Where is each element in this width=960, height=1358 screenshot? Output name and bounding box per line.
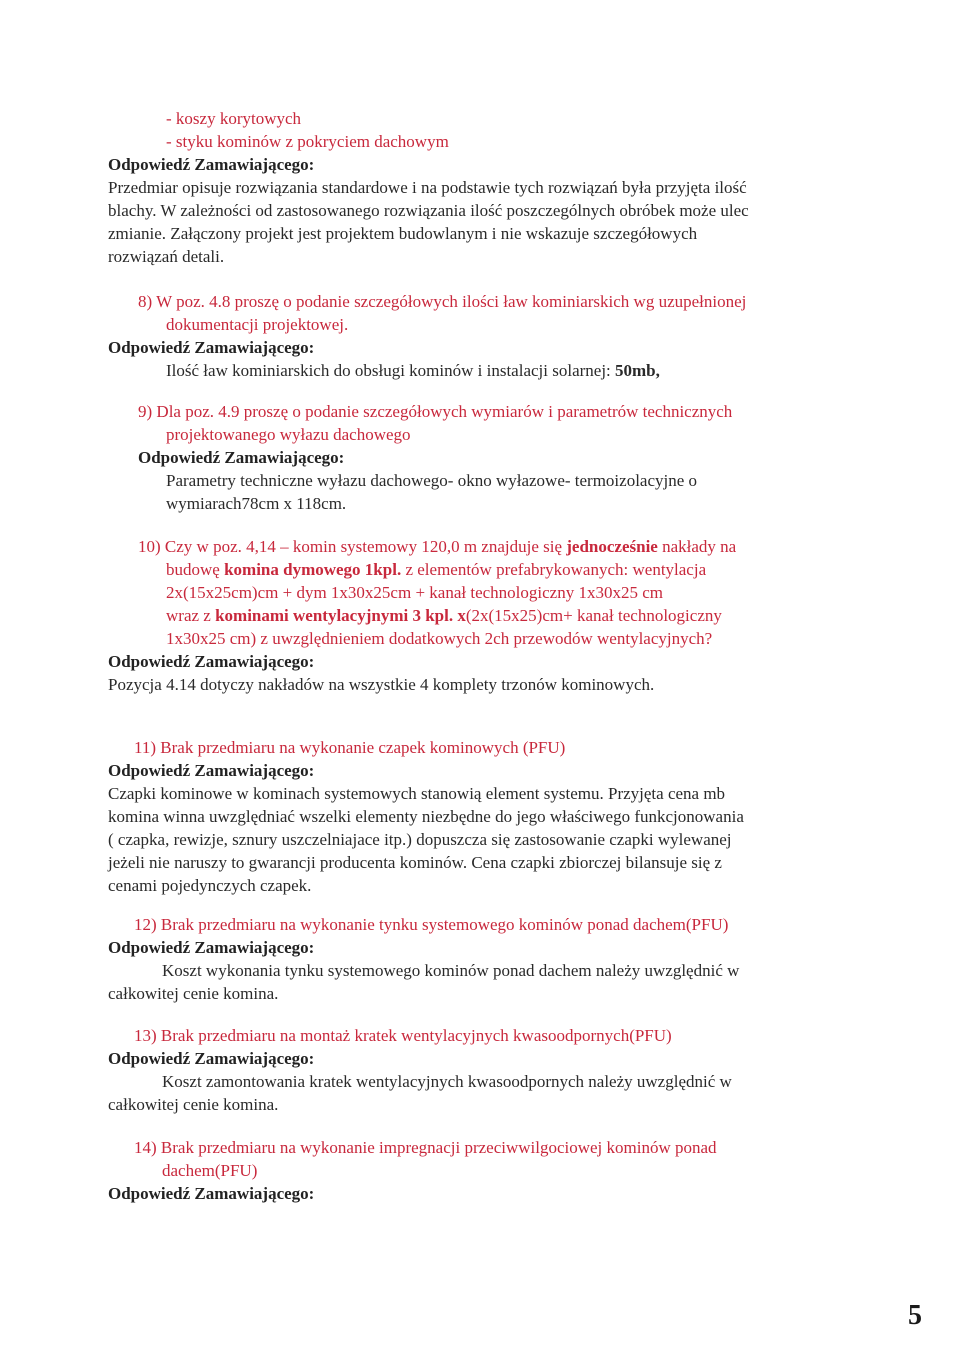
- answer-line: Koszt wykonania tynku systemowego kominów ponad dachem należy uwzględnić w: [162, 961, 740, 980]
- answer-line: cenami pojedynczych czapek.: [108, 876, 312, 895]
- bullet-styku: - styku kominów z pokryciem dachowym: [166, 132, 449, 151]
- answer-line: Przedmiar opisuje rozwiązania standardowe i na podstawie tych rozwiązań była przyjęta ilość: [108, 178, 747, 197]
- answer-line: rozwiązań detali.: [108, 247, 225, 266]
- question-10-cont: wraz z kominami wentylacyjnymi 3 kpl. x(2x(15x25)cm+ kanał technologiczny: [166, 606, 722, 625]
- answer-label: Odpowiedź Zamawiającego:: [108, 338, 315, 357]
- question-13: 13) Brak przedmiaru na montaż kratek wentylacyjnych kwasoodpornych(PFU): [134, 1026, 672, 1045]
- answer-line: całkowitej cenie komina.: [108, 984, 279, 1003]
- answer-line: całkowitej cenie komina.: [108, 1095, 279, 1114]
- answer-label: Odpowiedź Zamawiającego:: [108, 652, 315, 671]
- question-10-cont: 2x(15x25cm)cm + dym 1x30x25cm + kanał technologiczny 1x30x25 cm: [166, 583, 663, 602]
- answer-label: Odpowiedź Zamawiającego:: [108, 761, 315, 780]
- answer-line: blachy. W zależności od zastosowanego rozwiązania ilość poszczególnych obróbek może ulec: [108, 201, 749, 220]
- answer-line: jeżeli nie naruszy to gwarancji producenta kominów. Cena czapki zbiorczej bilansuje się z: [108, 853, 722, 872]
- answer-line: Czapki kominowe w kominach systemowych stanowią element systemu. Przyjęta cena mb: [108, 784, 726, 803]
- question-11: 11) Brak przedmiaru na wykonanie czapek kominowych (PFU): [134, 738, 566, 757]
- question-9: 9) Dla poz. 4.9 proszę o podanie szczegółowych wymiarów i parametrów technicznych: [138, 402, 733, 421]
- answer-label: Odpowiedź Zamawiającego:: [108, 155, 315, 174]
- question-9-cont: projektowanego wyłazu dachowego: [166, 425, 411, 444]
- answer-line: komina winna uwzględniać wszelki elementy niezbędne do jego właściwego funkcjonowania: [108, 807, 744, 826]
- question-14-cont: dachem(PFU): [162, 1161, 258, 1180]
- question-10: 10) Czy w poz. 4,14 – komin systemowy 120,0 m znajduje się jednocześnie nakłady na: [138, 537, 737, 556]
- bullet-koszy: - koszy korytowych: [166, 109, 302, 128]
- answer-line: zmianie. Załączony projekt jest projektem budowlanym i nie wskazuje szczegółowych: [108, 224, 698, 243]
- answer-8-value: 50mb,: [615, 361, 660, 380]
- answer-line: Parametry techniczne wyłazu dachowego- okno wyłazowe- termoizolacyjne o: [166, 471, 698, 490]
- question-8-cont: dokumentacji projektowej.: [166, 315, 349, 334]
- question-10-cont: 1x30x25 cm) z uwzględnieniem dodatkowych 2ch przewodów wentylacyjnych?: [166, 629, 713, 648]
- answer-8: Ilość ław kominiarskich do obsługi kominów i instalacji solarnej: 50mb,: [166, 361, 660, 380]
- answer-label: Odpowiedź Zamawiającego:: [138, 448, 345, 467]
- question-10-cont: budowę komina dymowego 1kpl. z elementów prefabrykowanych: wentylacja: [166, 560, 707, 579]
- question-8: 8) W poz. 4.8 proszę o podanie szczegółowych ilości ław kominiarskich wg uzupełnionej: [138, 292, 747, 311]
- answer-label: Odpowiedź Zamawiającego:: [108, 1184, 315, 1203]
- answer-10: Pozycja 4.14 dotyczy nakładów na wszystkie 4 komplety trzonów kominowych.: [108, 675, 655, 694]
- answer-label: Odpowiedź Zamawiającego:: [108, 1049, 315, 1068]
- question-12: 12) Brak przedmiaru na wykonanie tynku systemowego kominów ponad dachem(PFU): [134, 915, 729, 934]
- answer-line: ( czapka, rewizje, sznury uszczelniajace itp.) dopuszcza się zastosowanie czapki wylewanej: [108, 830, 732, 849]
- answer-label: Odpowiedź Zamawiającego:: [108, 938, 315, 957]
- page-number: 5: [908, 1300, 922, 1331]
- answer-line: Koszt zamontowania kratek wentylacyjnych kwasoodpornych należy uwzględnić w: [162, 1072, 732, 1091]
- answer-line: wymiarach78cm x 118cm.: [166, 494, 347, 513]
- question-14: 14) Brak przedmiaru na wykonanie impregnacji przeciwwilgociowej kominów ponad: [134, 1138, 717, 1157]
